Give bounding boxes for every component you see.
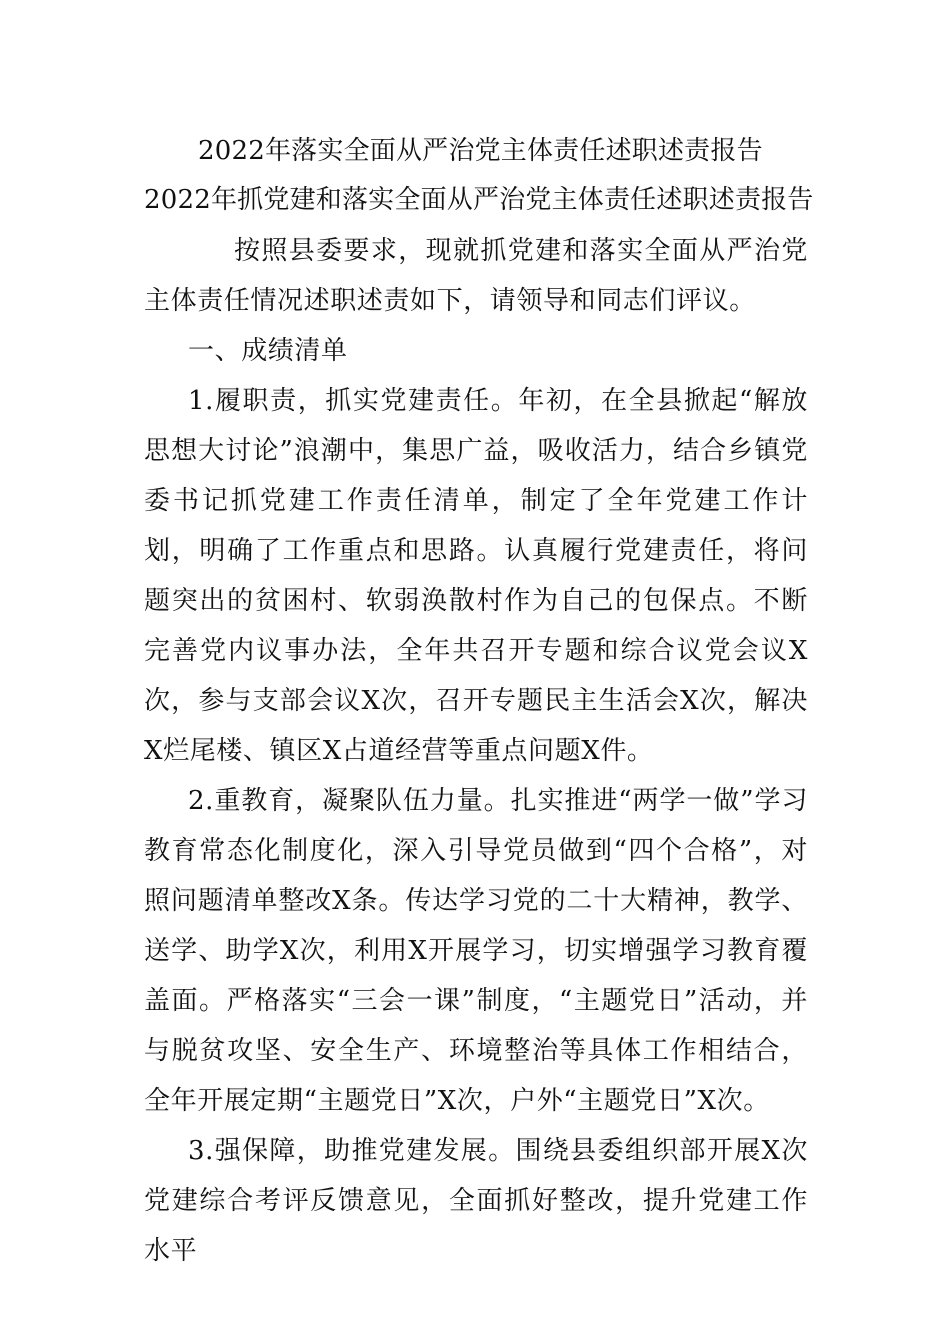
achievement-item: 2.重教育，凝聚队伍力量。扎实推进“两学一做”学习教育常态化制度化，深入引导党员做到“四个合格”，对照问题清单整改X条。传达学习党的二十大精神，教学、送学、助学X次，利用X开展学习，切实增强学习教育覆盖面。严格落实“三会一课”制度，“主题党日”活动，并与脱贫攻坚、安全生产、环境整治等具体工作相结合，全年开展定期“主题党日”X次，户外“主题党日”X次。 — [144, 786, 808, 1116]
intro-paragraph: 按照县委要求，现就抓党建和落实全面从严治党主体责任情况述职述责如下，请领导和同志们评议。 — [144, 236, 808, 316]
document-title-secondary: 2022年抓党建和落实全面从严治党主体责任述职述责报告 — [144, 185, 814, 215]
achievement-item: 1.履职责，抓实党建责任。年初，在全县掀起“解放思想大讨论”浪潮中，集思广益，吸收活力，结合乡镇党委书记抓党建工作责任清单，制定了全年党建工作计划，明确了工作重点和思路。认真履行党建责任，将问题突出的贫困村、软弱涣散村作为自己的包保点。不断完善党内议事办法，全年共召开专题和综合议党会议X次，参与支部会议X次，召开专题民主生活会X次，解决X烂尾楼、镇区X占道经营等重点问题X件。 — [144, 386, 808, 766]
achievement-item: 3.强保障，助推党建发展。围绕县委组织部开展X次党建综合考评反馈意见，全面抓好整改，提升党建工作水平 — [144, 1136, 808, 1266]
document-title-primary: 2022年落实全面从严治党主体责任述职述责报告 — [198, 136, 763, 166]
section-heading: 一、成绩清单 — [188, 336, 348, 366]
